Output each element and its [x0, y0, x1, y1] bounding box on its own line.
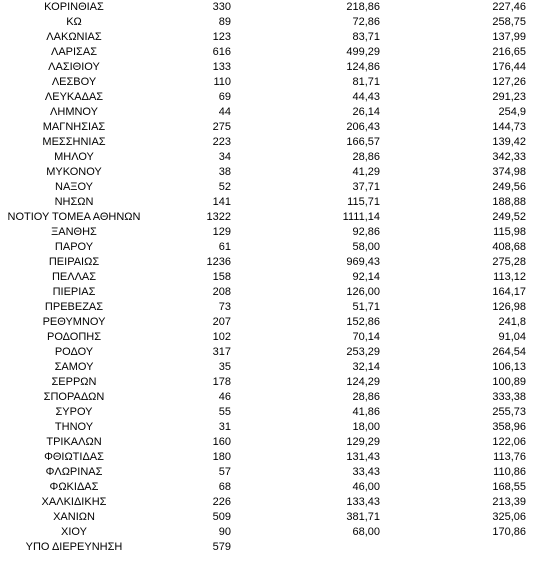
case-count-cell: 52: [218, 181, 231, 193]
case-count-cell: 275: [212, 121, 231, 133]
region-name-cell: ΠΡΕΒΕΖΑΣ: [44, 301, 104, 313]
case-count-cell: 158: [212, 271, 231, 283]
table-row: [0, 45, 537, 60]
region-name-cell: ΣΕΡΡΩΝ: [51, 376, 97, 388]
case-count-cell: 1322: [206, 211, 231, 223]
change-value-cell: 275,28: [492, 256, 526, 268]
case-count-cell: 55: [218, 406, 231, 418]
region-name-cell: ΛΕΣΒΟΥ: [51, 76, 97, 88]
region-name-cell: ΣΥΡΟΥ: [55, 406, 93, 418]
change-value-cell: 258,75: [492, 16, 526, 28]
case-count-cell: 616: [212, 46, 231, 58]
change-value-cell: 374,98: [492, 166, 526, 178]
change-value-cell: 137,99: [492, 31, 526, 43]
change-value-cell: 227,46: [492, 1, 526, 13]
average-value-cell: 381,71: [346, 511, 380, 523]
average-value-cell: 68,00: [352, 526, 380, 538]
average-value-cell: 51,71: [352, 301, 380, 313]
table-row: [0, 480, 537, 495]
average-value-cell: 129,29: [346, 436, 380, 448]
average-value-cell: 218,86: [346, 1, 380, 13]
change-value-cell: 333,38: [492, 391, 526, 403]
region-name-cell: ΦΘΙΩΤΙΔΑΣ: [44, 451, 104, 463]
table-row: [0, 330, 537, 345]
average-value-cell: 33,43: [352, 466, 380, 478]
table-row: [0, 525, 537, 540]
case-count-cell: 110: [213, 76, 231, 88]
table-row: [0, 120, 537, 135]
average-value-cell: 46,00: [352, 481, 380, 493]
change-value-cell: 100,89: [492, 376, 526, 388]
table-row: [0, 60, 537, 75]
case-count-cell: 129: [212, 226, 231, 238]
table-row: [0, 495, 537, 510]
change-value-cell: 115,98: [493, 226, 526, 238]
region-name-cell: ΥΠΟ ΔΙΕΡΕΥΝΗΣΗ: [25, 541, 123, 553]
table-row: [0, 375, 537, 390]
average-value-cell: 41,29: [352, 166, 380, 178]
region-name-cell: ΛΗΜΝΟΥ: [50, 106, 98, 118]
case-count-cell: 31: [218, 421, 231, 433]
change-value-cell: 241,8: [498, 316, 526, 328]
change-value-cell: 408,68: [492, 241, 526, 253]
region-name-cell: ΣΑΜΟΥ: [54, 361, 94, 373]
average-value-cell: 28,86: [352, 151, 380, 163]
average-value-cell: 92,14: [352, 271, 380, 283]
region-name-cell: ΤΡΙΚΑΛΩΝ: [46, 436, 102, 448]
change-value-cell: 342,33: [492, 151, 526, 163]
case-count-cell: 317: [212, 346, 231, 358]
case-count-cell: 207: [212, 316, 231, 328]
table-row: [0, 210, 537, 225]
average-value-cell: 37,71: [352, 181, 380, 193]
average-value-cell: 44,43: [352, 91, 380, 103]
region-name-cell: ΛΑΣΙΘΙΟΥ: [48, 61, 100, 73]
table-row: [0, 75, 537, 90]
average-value-cell: 126,00: [346, 286, 380, 298]
region-name-cell: ΜΗΛΟΥ: [54, 151, 94, 163]
region-name-cell: ΠΙΕΡΙΑΣ: [52, 286, 96, 298]
average-value-cell: 18,00: [352, 421, 380, 433]
region-name-cell: ΜΕΣΣΗΝΙΑΣ: [42, 136, 106, 148]
table-row: [0, 225, 537, 240]
table-row: [0, 360, 537, 375]
table-row: [0, 405, 537, 420]
average-value-cell: 58,00: [352, 241, 380, 253]
case-count-cell: 223: [212, 136, 231, 148]
change-value-cell: 249,52: [492, 211, 526, 223]
table-row: [0, 105, 537, 120]
region-name-cell: ΝΟΤΙΟΥ ΤΟΜΕΑ ΑΘΗΝΩΝ: [7, 211, 141, 223]
change-value-cell: 122,06: [492, 436, 526, 448]
case-count-cell: 208: [212, 286, 231, 298]
average-value-cell: 969,43: [346, 256, 380, 268]
case-count-cell: 180: [212, 451, 231, 463]
case-count-cell: 46: [218, 391, 231, 403]
region-name-cell: ΛΑΡΙΣΑΣ: [50, 46, 97, 58]
change-value-cell: 168,55: [492, 481, 526, 493]
region-name-cell: ΡΟΔΟΠΗΣ: [46, 331, 102, 343]
case-count-cell: 160: [212, 436, 231, 448]
region-name-cell: ΜΥΚΟΝΟΥ: [46, 166, 102, 178]
average-value-cell: 28,86: [352, 391, 380, 403]
change-value-cell: 113,12: [493, 271, 526, 283]
case-count-cell: 509: [212, 511, 231, 523]
average-value-cell: 72,86: [352, 16, 380, 28]
change-value-cell: 106,13: [492, 361, 526, 373]
change-value-cell: 264,54: [492, 346, 526, 358]
change-value-cell: [380, 540, 537, 555]
region-name-cell: ΡΟΔΟΥ: [54, 346, 94, 358]
region-name-cell: ΠΑΡΟΥ: [54, 241, 94, 253]
case-count-cell: 68: [218, 481, 231, 493]
table-row: [0, 255, 537, 270]
change-value-cell: 110,86: [493, 466, 526, 478]
case-count-cell: 89: [218, 16, 231, 28]
table-row: [0, 15, 537, 30]
change-value-cell: 164,17: [492, 286, 526, 298]
table-row: [0, 450, 537, 465]
change-value-cell: 255,73: [492, 406, 526, 418]
change-value-cell: 170,86: [492, 526, 526, 538]
change-value-cell: 126,98: [492, 301, 526, 313]
change-value-cell: 144,73: [492, 121, 526, 133]
table-row: [0, 0, 537, 15]
region-name-cell: ΚΟΡΙΝΘΙΑΣ: [44, 1, 104, 13]
table-row: [0, 135, 537, 150]
case-count-cell: 57: [218, 466, 231, 478]
table-row: [0, 285, 537, 300]
average-value-cell: 133,43: [346, 496, 380, 508]
case-count-cell: 73: [218, 301, 231, 313]
table-row: [0, 300, 537, 315]
case-count-cell: 1236: [206, 256, 231, 268]
table-row: [0, 465, 537, 480]
change-value-cell: 176,44: [492, 61, 526, 73]
average-value-cell: 1111,14: [342, 211, 380, 223]
table-row: [0, 150, 537, 165]
average-value-cell: 124,86: [346, 61, 380, 73]
change-value-cell: 291,23: [492, 91, 526, 103]
case-count-cell: 102: [212, 331, 231, 343]
change-value-cell: 188,88: [492, 196, 526, 208]
change-value-cell: 254,9: [498, 106, 526, 118]
case-count-cell: 123: [212, 31, 231, 43]
region-name-cell: ΠΕΙΡΑΙΩΣ: [48, 256, 100, 268]
change-value-cell: 325,06: [492, 511, 526, 523]
case-count-cell: 226: [212, 496, 231, 508]
change-value-cell: 139,42: [492, 136, 526, 148]
table-row: [0, 540, 537, 555]
region-name-cell: ΧΙΟΥ: [61, 526, 87, 538]
region-name-cell: ΛΕΥΚΑΔΑΣ: [44, 91, 104, 103]
table-row: [0, 345, 537, 360]
case-count-cell: 579: [212, 541, 231, 553]
change-value-cell: 127,26: [492, 76, 526, 88]
case-count-cell: 330: [212, 1, 231, 13]
table-row: [0, 195, 537, 210]
table-row: [0, 315, 537, 330]
change-value-cell: 216,65: [492, 46, 526, 58]
region-name-cell: ΝΗΣΩΝ: [54, 196, 94, 208]
average-value-cell: 124,29: [346, 376, 380, 388]
region-name-cell: ΛΑΚΩΝΙΑΣ: [46, 31, 102, 43]
average-value-cell: 206,43: [346, 121, 380, 133]
region-name-cell: ΝΑΞΟΥ: [55, 181, 93, 193]
average-value-cell: 41,86: [352, 406, 380, 418]
table-row: [0, 180, 537, 195]
table-row: [0, 165, 537, 180]
case-count-cell: 34: [218, 151, 231, 163]
region-name-cell: ΧΑΛΚΙΔΙΚΗΣ: [41, 496, 107, 508]
case-count-cell: 44: [218, 106, 231, 118]
region-name-cell: ΤΗΝΟΥ: [54, 421, 94, 433]
average-value-cell: 81,71: [352, 76, 380, 88]
change-value-cell: 91,04: [498, 331, 526, 343]
case-count-cell: 38: [218, 166, 231, 178]
average-value-cell: 70,14: [352, 331, 380, 343]
table-row: [0, 30, 537, 45]
change-value-cell: 358,96: [492, 421, 526, 433]
table-row: [0, 90, 537, 105]
region-name-cell: ΚΩ: [66, 16, 82, 28]
table-row: [0, 435, 537, 450]
average-value-cell: 92,86: [352, 226, 380, 238]
case-count-cell: 141: [212, 196, 231, 208]
change-value-cell: 213,39: [492, 496, 526, 508]
average-value-cell: 253,29: [346, 346, 380, 358]
case-count-cell: 178: [212, 376, 231, 388]
average-value-cell: 83,71: [352, 31, 380, 43]
region-name-cell: ΡΕΘΥΜΝΟΥ: [42, 316, 106, 328]
region-name-cell: ΞΑΝΘΗΣ: [51, 226, 97, 238]
region-name-cell: ΦΛΩΡΙΝΑΣ: [45, 466, 103, 478]
change-value-cell: 249,56: [492, 181, 526, 193]
average-value-cell: 32,14: [352, 361, 380, 373]
case-count-cell: 69: [218, 91, 231, 103]
average-value-cell: 115,71: [347, 196, 380, 208]
case-count-cell: 35: [218, 361, 231, 373]
table-row: [0, 420, 537, 435]
average-value-cell: 131,43: [346, 451, 380, 463]
case-count-cell: 90: [218, 526, 231, 538]
average-value-cell: 499,29: [346, 46, 380, 58]
region-name-cell: ΧΑΝΙΩΝ: [53, 511, 95, 523]
region-name-cell: ΠΕΛΛΑΣ: [51, 271, 97, 283]
table-row: [0, 510, 537, 525]
table-row: [0, 270, 537, 285]
case-count-cell: 133: [212, 61, 231, 73]
average-value-cell: 26,14: [352, 106, 380, 118]
case-count-cell: 61: [218, 241, 231, 253]
table-row: [0, 240, 537, 255]
region-name-cell: ΜΑΓΝΗΣΙΑΣ: [42, 121, 106, 133]
region-name-cell: ΣΠΟΡΑΔΩΝ: [43, 391, 105, 403]
average-value-cell: 166,57: [346, 136, 380, 148]
table-row: [0, 390, 537, 405]
average-value-cell: [231, 540, 380, 555]
region-name-cell: ΦΩΚΙΔΑΣ: [49, 481, 99, 493]
change-value-cell: 113,76: [493, 451, 526, 463]
average-value-cell: 152,86: [346, 316, 380, 328]
